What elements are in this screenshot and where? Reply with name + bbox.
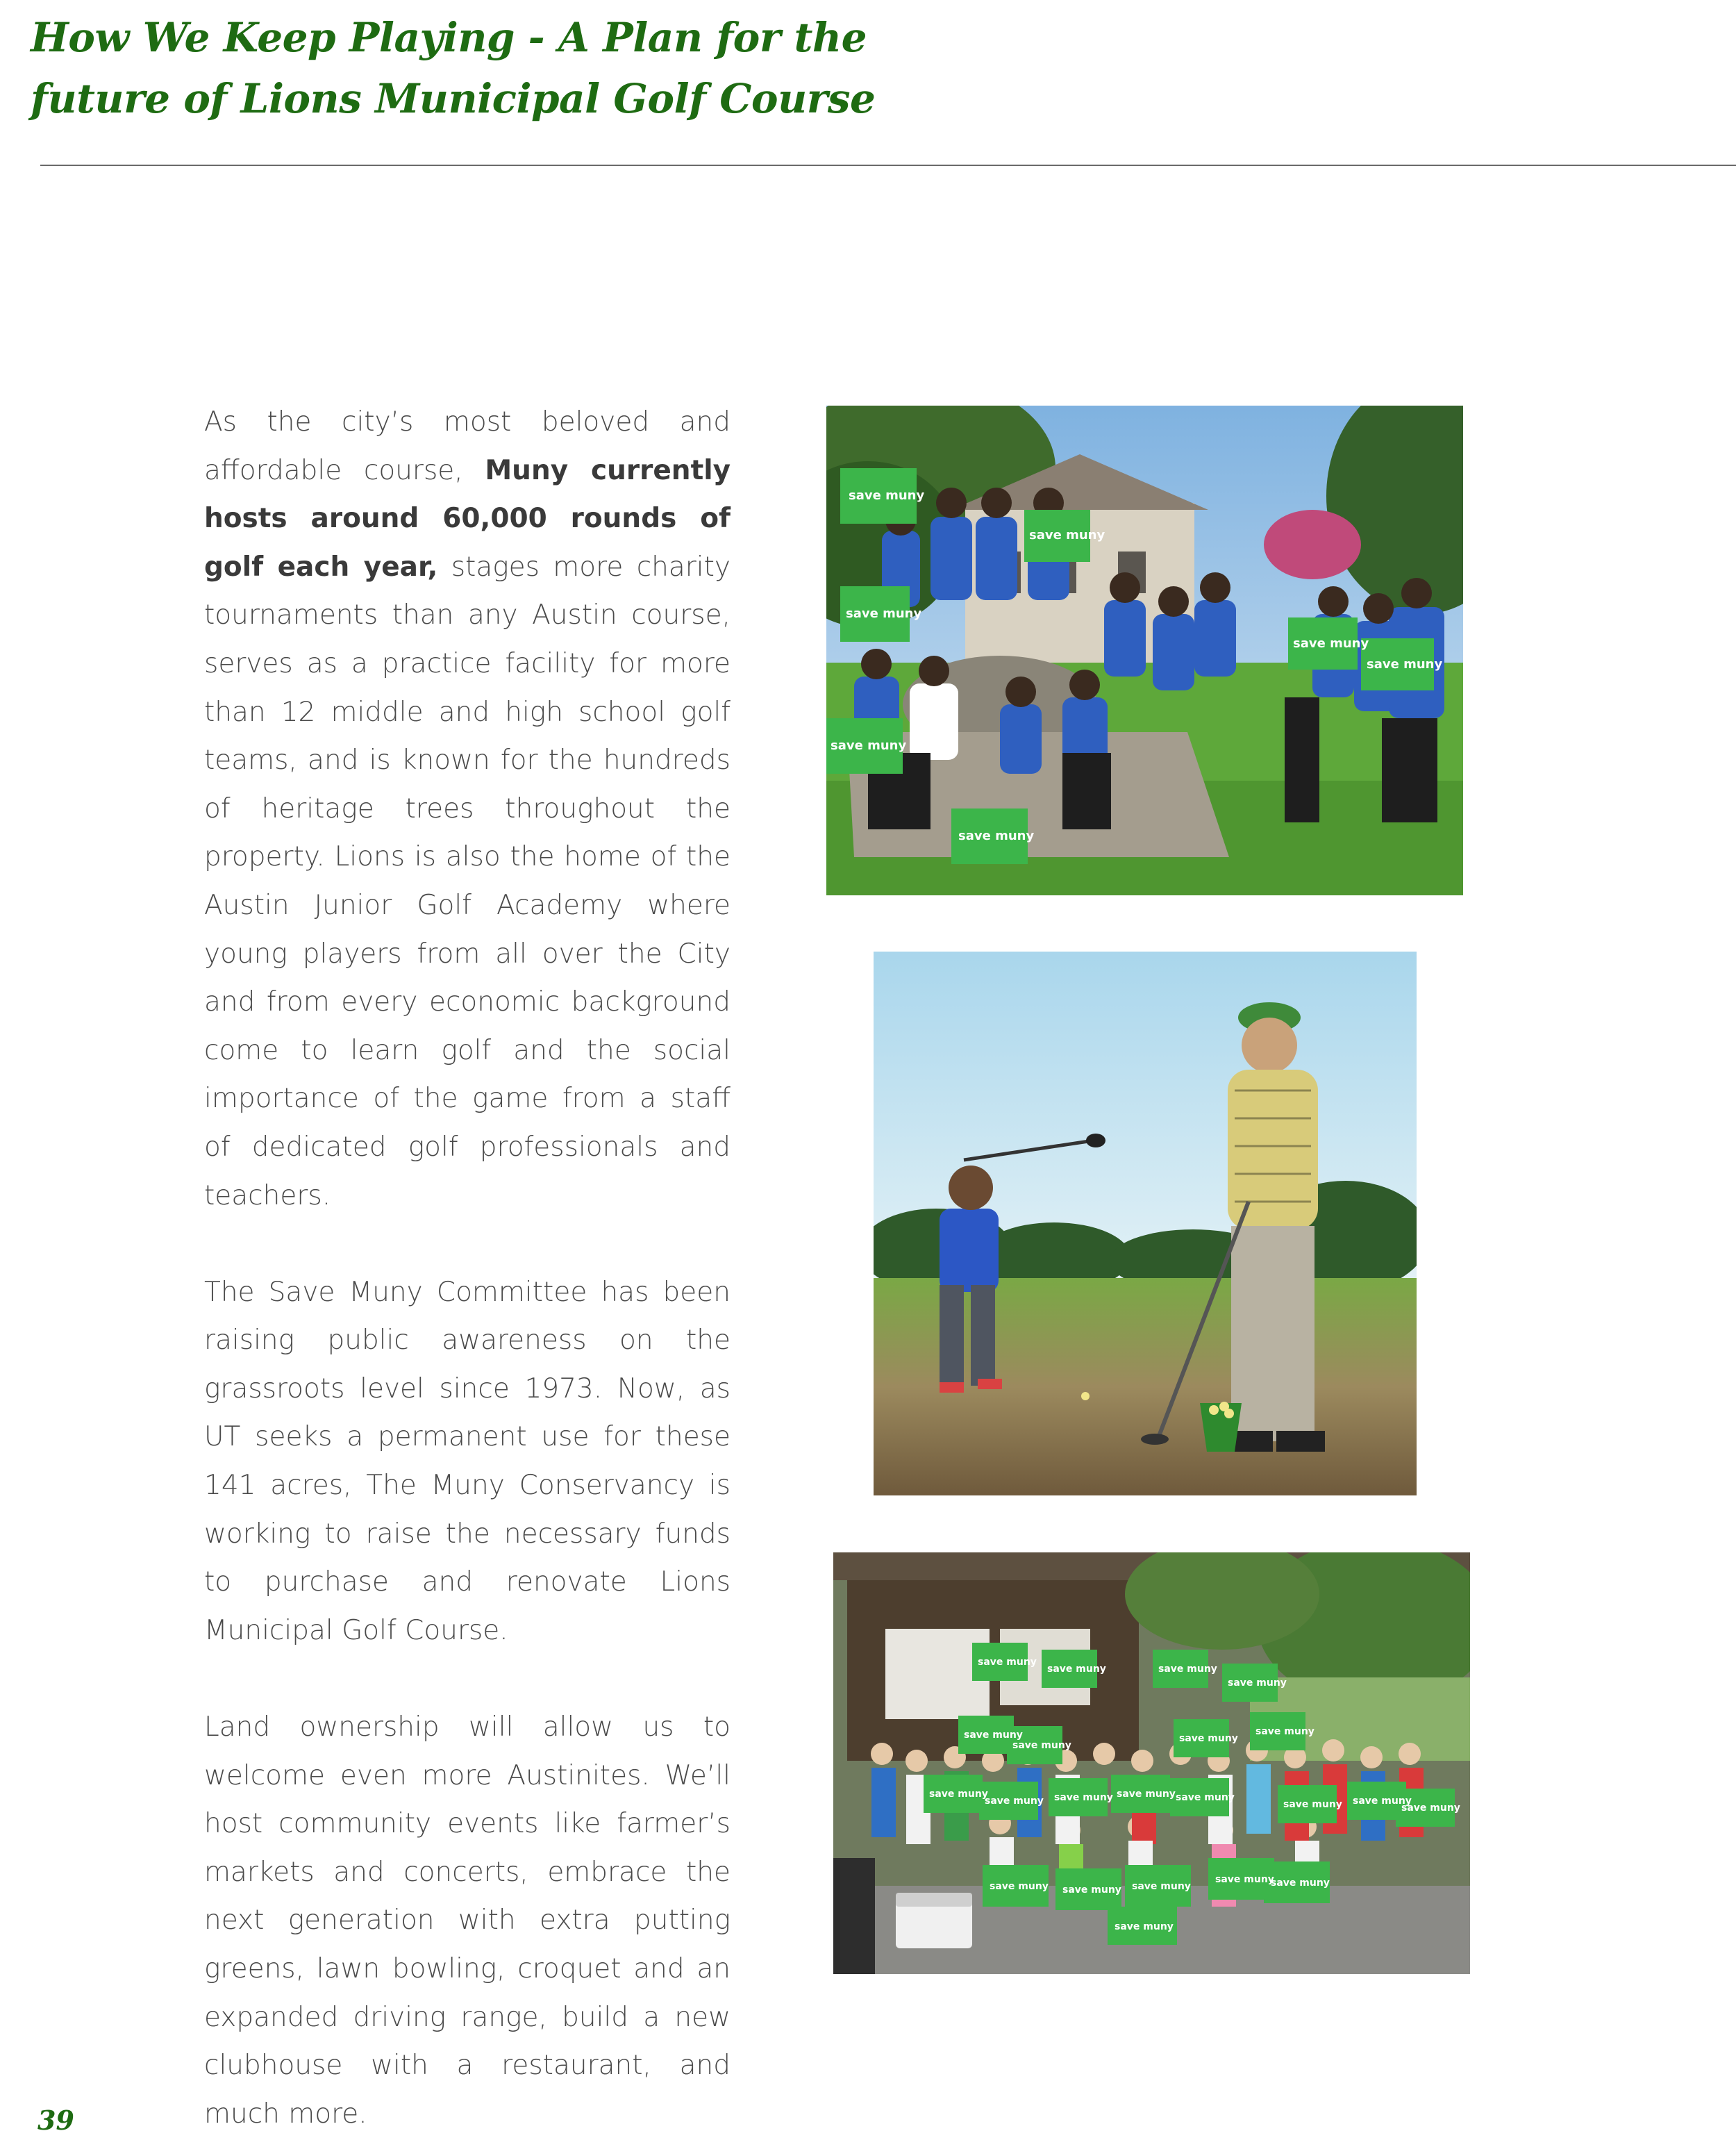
photo3-sign-18: save muny	[1062, 1884, 1121, 1896]
photo3-sign-7: save muny	[1179, 1733, 1238, 1744]
body-text	[204, 398, 731, 2138]
photo3-sign-11: save muny	[1054, 1792, 1113, 1803]
photo3-sign-5: save muny	[964, 1730, 1023, 1741]
photo3-sign-19: save muny	[1132, 1881, 1191, 1892]
photo-junior-group-signs	[833, 1552, 1470, 1974]
photo3-sign-1: save muny	[978, 1657, 1037, 1668]
photo3-sign-2: save muny	[1047, 1664, 1106, 1675]
paragraph-2: The Save Muny Committee has been raising public awareness on the grassroots level since 1973. Now, as UT seeks a permanent use for these 141 acres, The Muny Conservancy is working to raise the necessary funds to purchase and renovate Lions Municipal Golf Course.	[204, 1276, 731, 1646]
paragraph-1-intro: As the city’s most beloved and affordable course,	[204, 406, 731, 486]
photo3-sign-17: save muny	[990, 1881, 1049, 1892]
photo1-sign-7: save muny	[1367, 657, 1443, 672]
photo3-sign-15: save muny	[1353, 1796, 1412, 1807]
header-divider	[40, 165, 1736, 166]
photo3-sign-3: save muny	[1158, 1664, 1217, 1675]
page-title	[31, 7, 1003, 129]
photo3-sign-21: save muny	[1271, 1877, 1330, 1889]
photo3-sign-8: save muny	[1255, 1726, 1314, 1737]
photo1-sign-6: save muny	[1293, 636, 1369, 651]
paragraph-1	[204, 398, 731, 1220]
photo3-sign-9: save muny	[929, 1789, 988, 1800]
page-title-line-1: How We Keep Playing - A Plan for the	[31, 14, 867, 61]
photo-junior-golfer-swing-art	[874, 952, 1417, 1495]
photo3-sign-20: save muny	[1215, 1874, 1274, 1885]
photo-junior-group-signs-art	[833, 1552, 1470, 1974]
paragraph-1-rest: stages more charity tournaments than any Austin course, serves as a practice facility for more than 12 middle and high school golf teams, and is known for the hundreds of heritage trees throughout the property. Lions is also the home of the Austin Junior Golf Academy where young players from all over the City and from every economic background come to learn golf and the social importance of the game from a staff of dedicated golf professionals and teachers.	[204, 551, 731, 1211]
photo3-sign-16: save muny	[1401, 1802, 1460, 1814]
photo3-sign-12: save muny	[1117, 1789, 1176, 1800]
paragraph-3: Land ownership will allow us to welcome even more Austinites. We’ll host community events like farmer’s markets and concerts, embrace the next generation with extra putting greens, lawn bowling, croquet and an expanded driving range, build a new clubhouse with a restaurant, and much more.	[204, 1711, 731, 2130]
photo-junior-group-clubhouse-art	[826, 406, 1463, 895]
photo3-sign-13: save muny	[1176, 1792, 1235, 1803]
photo-junior-group-clubhouse	[826, 406, 1463, 895]
photo3-sign-14: save muny	[1283, 1799, 1342, 1810]
photo-junior-golfer-swing	[874, 952, 1417, 1495]
photo3-sign-22: save muny	[1115, 1921, 1174, 1932]
photo1-sign-2: save muny	[846, 606, 922, 621]
photo1-sign-3: save muny	[1029, 528, 1105, 542]
photo3-sign-4: save muny	[1228, 1677, 1287, 1689]
photo3-sign-10: save muny	[985, 1796, 1044, 1807]
photo1-sign-5: save muny	[958, 829, 1035, 843]
page-number: 39	[37, 2105, 74, 2136]
photo3-sign-6: save muny	[1012, 1740, 1071, 1751]
paragraph-1-highlight: Muny currently hosts around 60,000 rounds of golf each year,	[204, 454, 731, 583]
page-title-line-2: future of Lions Municipal Golf Course	[31, 75, 876, 122]
photo1-sign-4: save muny	[831, 738, 907, 753]
photo1-sign-1: save muny	[849, 488, 925, 503]
